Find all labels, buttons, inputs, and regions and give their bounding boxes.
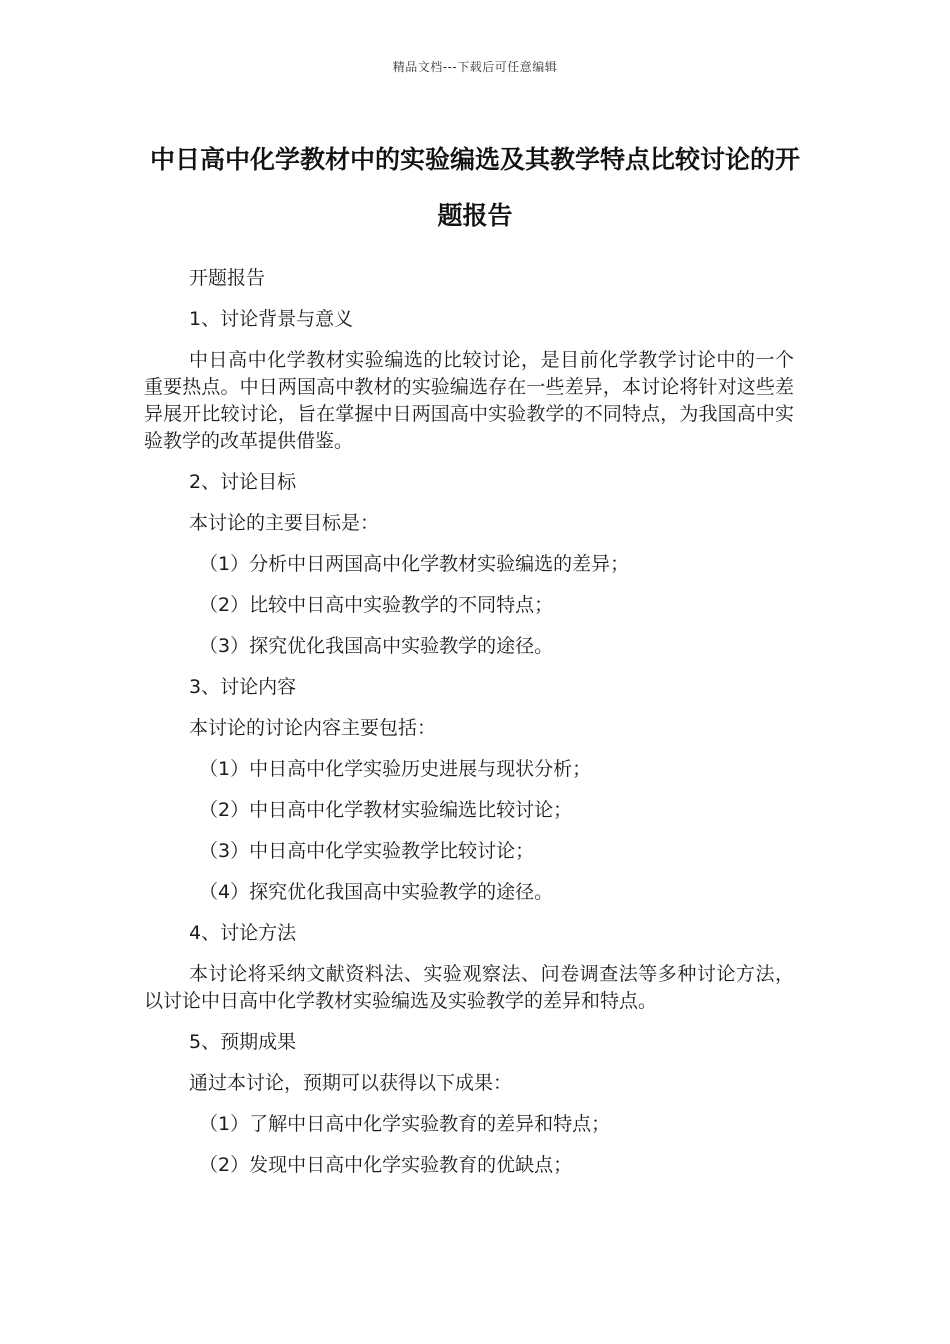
list-item: （2）发现中日高中化学实验教育的优缺点； [199,1154,573,1176]
list-item: （3）探究优化我国高中实验教学的途径。 [199,635,554,657]
section-heading: 5、预期成果 [189,1031,297,1053]
list-item: （4）探究优化我国高中实验教学的途径。 [199,881,554,903]
body-paragraph: 本讨论将采纳文献资料法、实验观察法、问卷调查法等多种讨论方法，以讨论中日高中化学教材实验编选及实验教学的差异和特点。 [144,963,794,1012]
list-item: （3）中日高中化学实验教学比较讨论； [199,840,535,862]
document-title: 中日高中化学教材中的实验编选及其教学特点比较讨论的开题报告 [149,145,800,230]
page-header: 精品文档---下载后可任意编辑 [392,60,558,74]
list-item: （1）了解中日高中化学实验教育的差异和特点； [199,1113,611,1135]
section-label: 开题报告 [189,267,266,289]
section-heading: 2、讨论目标 [189,471,297,493]
section-heading: 4、讨论方法 [189,922,297,944]
body-paragraph: 中日高中化学教材实验编选的比较讨论，是目前化学教学讨论中的一个重要热点。中日两国高中教材的实验编选存在一些差异，本讨论将针对这些差异展开比较讨论，旨在掌握中日两国高中实验教学的不同特点，为我国高中实验教学的改革提供借鉴。 [144,349,794,452]
section-heading: 1、讨论背景与意义 [189,308,354,330]
body-paragraph: 本讨论的主要目标是： [189,512,380,534]
section-heading: 3、讨论内容 [189,676,297,698]
list-item: （1）分析中日两国高中化学教材实验编选的差异； [199,553,630,575]
body-paragraph: 通过本讨论，预期可以获得以下成果： [189,1072,513,1094]
list-item: （2）比较中日高中实验教学的不同特点； [199,594,554,616]
body-paragraph: 本讨论的讨论内容主要包括： [189,717,437,739]
document-body [144,265,794,1193]
list-item: （1）中日高中化学实验历史进展与现状分析； [199,758,592,780]
list-item: （2）中日高中化学教材实验编选比较讨论； [199,799,573,821]
